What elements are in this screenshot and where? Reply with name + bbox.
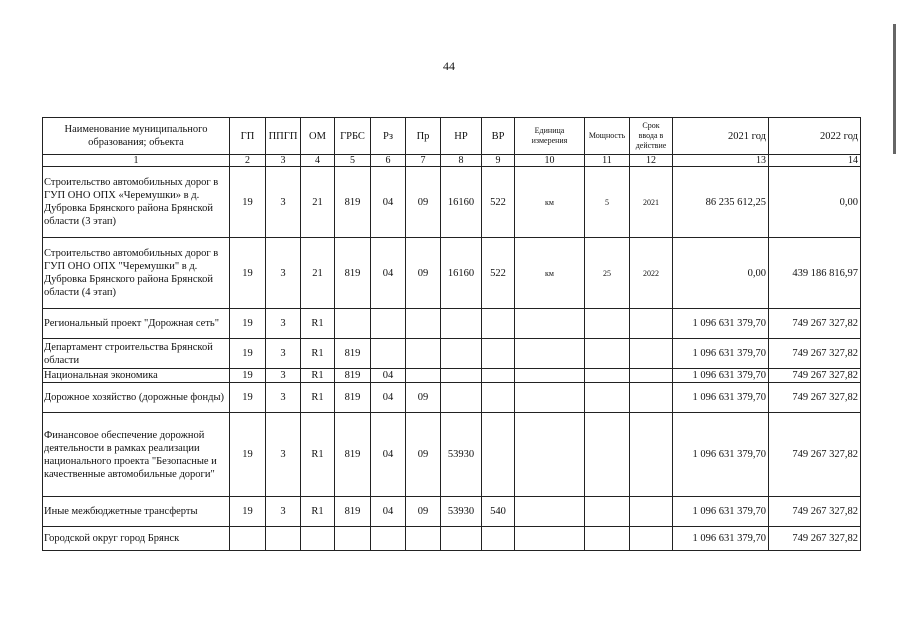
object-name-cell: Иные межбюджетные трансферты — [43, 497, 230, 527]
table-cell: R1 — [301, 339, 335, 369]
column-index: 8 — [441, 155, 482, 167]
table-cell: 1 096 631 379,70 — [673, 339, 769, 369]
table-cell — [335, 309, 371, 339]
table-cell: 19 — [230, 238, 266, 309]
table-cell: 19 — [230, 497, 266, 527]
table-cell: 1 096 631 379,70 — [673, 527, 769, 551]
column-header: 2021 год — [673, 118, 769, 155]
table-cell: 3 — [266, 369, 301, 383]
table-cell — [230, 527, 266, 551]
table-cell — [441, 369, 482, 383]
column-index: 3 — [266, 155, 301, 167]
object-name-cell: Национальная экономика — [43, 369, 230, 383]
column-header: ГП — [230, 118, 266, 155]
table-cell: 540 — [482, 497, 515, 527]
table-cell — [515, 309, 585, 339]
table-cell: 04 — [371, 369, 406, 383]
table-cell — [441, 527, 482, 551]
table-cell: 04 — [371, 167, 406, 238]
table-cell: 1 096 631 379,70 — [673, 497, 769, 527]
table-cell: 439 186 816,97 — [769, 238, 861, 309]
table-row — [43, 413, 861, 497]
table-cell: 09 — [406, 238, 441, 309]
column-index: 6 — [371, 155, 406, 167]
table-cell: 3 — [266, 413, 301, 497]
table-cell — [630, 527, 673, 551]
column-header: Наименование муниципального образования; объекта — [43, 118, 230, 155]
table-cell — [630, 339, 673, 369]
table-cell — [406, 369, 441, 383]
column-header: ОМ — [301, 118, 335, 155]
column-header: Пр — [406, 118, 441, 155]
table-cell: 04 — [371, 497, 406, 527]
table-cell: 21 — [301, 167, 335, 238]
column-header: Срок ввода в действие — [630, 118, 673, 155]
table-cell: 2021 — [630, 167, 673, 238]
page-number: 44 — [443, 59, 455, 73]
column-header: Рз — [371, 118, 406, 155]
column-header: Единица измерения — [515, 118, 585, 155]
table-cell: 19 — [230, 309, 266, 339]
table-cell: 819 — [335, 339, 371, 369]
table-cell: 819 — [335, 369, 371, 383]
table-cell: 749 267 327,82 — [769, 339, 861, 369]
table-cell: R1 — [301, 413, 335, 497]
table-cell — [515, 413, 585, 497]
table-cell: 3 — [266, 167, 301, 238]
object-name-cell: Строительство автомобильных дорог в ГУП ОНО ОПХ «Черемушки» в д. Дубровка Брянского района Брянской области (3 этап) — [43, 167, 230, 238]
table-row — [43, 167, 861, 238]
table-cell — [515, 369, 585, 383]
table-cell — [406, 527, 441, 551]
table-cell — [482, 527, 515, 551]
table-cell: R1 — [301, 497, 335, 527]
column-index-row — [43, 155, 861, 167]
table-cell — [630, 383, 673, 413]
table-cell: 1 096 631 379,70 — [673, 309, 769, 339]
table-cell — [441, 309, 482, 339]
table-cell: км — [515, 238, 585, 309]
table-cell — [585, 369, 630, 383]
table-cell: 19 — [230, 167, 266, 238]
table-cell: 2022 — [630, 238, 673, 309]
table-cell: 09 — [406, 383, 441, 413]
table-cell: 819 — [335, 413, 371, 497]
table-cell: 04 — [371, 383, 406, 413]
table-cell — [585, 383, 630, 413]
table-cell: 3 — [266, 238, 301, 309]
table-cell: 749 267 327,82 — [769, 369, 861, 383]
table-row — [43, 238, 861, 309]
column-index: 12 — [630, 155, 673, 167]
table-cell: 1 096 631 379,70 — [673, 413, 769, 497]
table-cell: 522 — [482, 238, 515, 309]
budget-table — [42, 117, 861, 551]
table-cell: 3 — [266, 383, 301, 413]
table-cell: 09 — [406, 167, 441, 238]
table-cell — [335, 527, 371, 551]
table-row — [43, 369, 861, 383]
column-index: 10 — [515, 155, 585, 167]
column-header: НР — [441, 118, 482, 155]
column-header: Мощность — [585, 118, 630, 155]
table-cell — [630, 497, 673, 527]
table-cell: 522 — [482, 167, 515, 238]
header-row — [43, 118, 861, 155]
table-cell: R1 — [301, 369, 335, 383]
table-cell — [585, 413, 630, 497]
table-cell — [371, 339, 406, 369]
table-cell: 53930 — [441, 497, 482, 527]
table-cell — [630, 413, 673, 497]
table-cell: 749 267 327,82 — [769, 527, 861, 551]
table-cell — [301, 527, 335, 551]
table-cell: 819 — [335, 497, 371, 527]
column-index: 13 — [673, 155, 769, 167]
table-cell: км — [515, 167, 585, 238]
table-cell — [515, 339, 585, 369]
table-cell: 5 — [585, 167, 630, 238]
column-header: ГРБС — [335, 118, 371, 155]
table-cell — [406, 339, 441, 369]
object-name-cell: Городской округ город Брянск — [43, 527, 230, 551]
table-cell — [585, 339, 630, 369]
table-cell — [585, 309, 630, 339]
table-cell: 16160 — [441, 167, 482, 238]
table-cell: 1 096 631 379,70 — [673, 369, 769, 383]
table-cell: 0,00 — [769, 167, 861, 238]
margin-rule — [893, 24, 896, 154]
table-cell: 86 235 612,25 — [673, 167, 769, 238]
table-cell: 3 — [266, 309, 301, 339]
object-name-cell: Дорожное хозяйство (дорожные фонды) — [43, 383, 230, 413]
table-row — [43, 383, 861, 413]
table-cell — [630, 369, 673, 383]
table-cell — [515, 527, 585, 551]
table-cell: 21 — [301, 238, 335, 309]
table-cell — [406, 309, 441, 339]
table-cell: 3 — [266, 339, 301, 369]
table-cell — [482, 339, 515, 369]
table-row — [43, 527, 861, 551]
table-cell — [482, 309, 515, 339]
table-cell: 04 — [371, 238, 406, 309]
column-index: 9 — [482, 155, 515, 167]
table-cell: 1 096 631 379,70 — [673, 383, 769, 413]
table-cell: 0,00 — [673, 238, 769, 309]
table-cell — [482, 369, 515, 383]
table-cell — [441, 383, 482, 413]
table-cell: 19 — [230, 413, 266, 497]
column-index: 2 — [230, 155, 266, 167]
table-cell — [482, 383, 515, 413]
table-cell: 819 — [335, 238, 371, 309]
table-cell — [482, 413, 515, 497]
table-cell: 749 267 327,82 — [769, 413, 861, 497]
column-index: 4 — [301, 155, 335, 167]
table-cell: 3 — [266, 497, 301, 527]
column-header: 2022 год — [769, 118, 861, 155]
table-cell: R1 — [301, 383, 335, 413]
table-cell — [371, 527, 406, 551]
column-header: ППГП — [266, 118, 301, 155]
object-name-cell: Департамент строительства Брянской области — [43, 339, 230, 369]
object-name-cell: Финансовое обеспечение дорожной деятельности в рамках реализации национального проекта "Безопасные и качественные автомобильные дороги" — [43, 413, 230, 497]
table-cell — [515, 497, 585, 527]
table-cell: 19 — [230, 369, 266, 383]
table-cell: 53930 — [441, 413, 482, 497]
object-name-cell: Региональный проект "Дорожная сеть" — [43, 309, 230, 339]
table-cell: 09 — [406, 413, 441, 497]
table-cell — [266, 527, 301, 551]
column-index: 7 — [406, 155, 441, 167]
column-index: 5 — [335, 155, 371, 167]
table-cell: 09 — [406, 497, 441, 527]
table-cell — [585, 527, 630, 551]
column-index: 1 — [43, 155, 230, 167]
table-cell: 04 — [371, 413, 406, 497]
table-cell — [371, 309, 406, 339]
table-cell: 19 — [230, 383, 266, 413]
table-cell: 749 267 327,82 — [769, 309, 861, 339]
table-cell: 19 — [230, 339, 266, 369]
table-cell: 749 267 327,82 — [769, 497, 861, 527]
table-row — [43, 339, 861, 369]
table-cell — [515, 383, 585, 413]
table-cell: 819 — [335, 383, 371, 413]
table-cell — [585, 497, 630, 527]
column-index: 14 — [769, 155, 861, 167]
table-cell: 819 — [335, 167, 371, 238]
table-cell: 749 267 327,82 — [769, 383, 861, 413]
column-header: ВР — [482, 118, 515, 155]
table-cell: 16160 — [441, 238, 482, 309]
table-cell — [630, 309, 673, 339]
column-index: 11 — [585, 155, 630, 167]
table-cell: 25 — [585, 238, 630, 309]
object-name-cell: Строительство автомобильных дорог в ГУП ОНО ОПХ "Черемушки" в д. Дубровка Брянского района Брянской области (4 этап) — [43, 238, 230, 309]
table-cell: R1 — [301, 309, 335, 339]
table-row — [43, 497, 861, 527]
table-row — [43, 309, 861, 339]
table-cell — [441, 339, 482, 369]
